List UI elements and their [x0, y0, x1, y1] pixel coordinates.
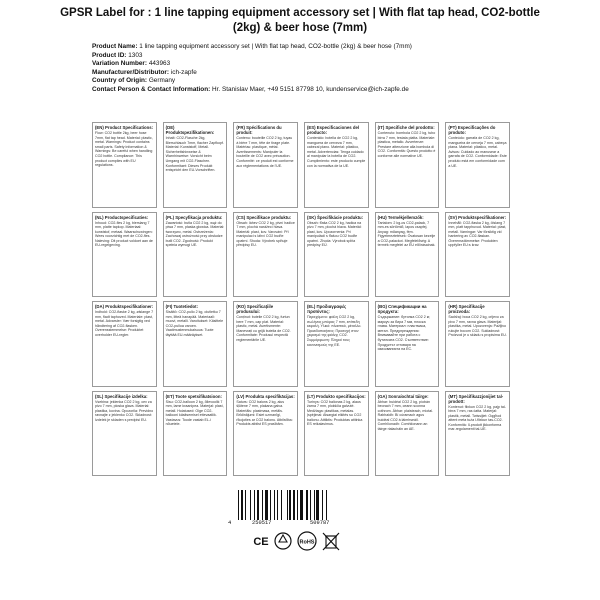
meta-row-manufacturer [92, 69, 562, 78]
spec-cell [163, 122, 228, 208]
rohs-icon [296, 530, 318, 552]
spec-cell-body: Съдържание: бутилка CO2 2 кг, маркуч за бира 7 мм, плоска глава. Материал: пластмаса, метал. Предупреждения: Внимавайте при работа с бутилката CO2. Съответствие: Продуктът отговаря на изискванията на ЕС. [377, 315, 431, 352]
spec-cell-heading: (EL) Προδιαγραφές προϊόντος: [306, 304, 347, 314]
spec-cell-heading: (MT) Speċifikazzjonijiet tal-prodott: [448, 393, 504, 404]
barcode-bar [262, 490, 263, 520]
meta-key: Product ID: [92, 51, 127, 59]
spec-cell [304, 301, 369, 387]
spec-cell-heading: (ES) Especificaciones del producto: [306, 125, 360, 135]
ean-barcode [228, 490, 358, 530]
spec-cell-heading: (PL) Specyfikacja produktu: [165, 214, 223, 220]
spec-cell-body: Kontenut: flixkun CO2 2 kg, pajp tal-birra 7 mm, ras ċatta. Materjal: plastik, metall. Twissijiet: Oqgħod attent meta tuża l-flixkun tas-CO2. Konformità: Il-prodott jikkonforma mar-regolamenti tal-UE. [448, 404, 506, 432]
spec-cell-heading: (NL) Productspecificaties: [95, 214, 149, 220]
spec-cell [445, 391, 510, 477]
spec-cell-body: Saturs: CO2 balons 2 kg, alus šļūtene 7 mm, plakana galva. Materiāls: plastmasa, metāls. Brīdinājumi: Esiet uzmanīgi, rīkojoties ar CO2 balonu. Atbilstība: Produkts atbilst ES prasībām. [236, 399, 293, 427]
spec-cell [304, 212, 369, 298]
spec-cell-body: Inhoud: CO2-fles 2 kg, bierslang 7 mm, platte tapkop. Materiaal: kunststof, metaal. Waarschuwingen: Wees voorzichtig met de CO2-fles. Naleving: Dit product voldoet aan de EU-regelgeving. [95, 220, 153, 248]
barcode-bar [277, 490, 278, 520]
spec-cell-heading: (GA) Sonraíochtaí táirge: [377, 393, 429, 399]
spec-cell-body: Περιεχόμενο: φιάλη CO2 2 kg, σωλήνας μπύρας 7 mm, επίπεδη κεφαλή. Υλικό: πλαστικό, μέταλλο. Προειδοποιήσεις: Προσοχή στον χειρισμό της φιάλης CO2. Συμμόρφωση: Πληροί τους κανονισμούς της ΕΕ. [306, 315, 362, 347]
spec-cell-body: Vsebina: jeklenka CO2 2 kg, cev za pivo 7 mm, ploska glava. Material: plastika, kovina. Opozorila: Previdno ravnajte z jeklenko CO2. Skladnost: Izdelek je skladen s predpisi EU. [95, 399, 154, 422]
spec-cell-heading: (SK) Špecifikácie produktu: [306, 214, 364, 220]
barcode-lead-digit: 4 [228, 520, 232, 526]
spec-cell [375, 301, 440, 387]
spec-cell-heading: (LV) Produkta specifikācijas: [236, 393, 295, 399]
ce-mark-icon [250, 530, 272, 552]
spec-cell-heading: (FI) Tuotetiedot: [165, 304, 199, 309]
spec-cell-heading: (ET) Toote spetsifikatsioon: [165, 393, 222, 399]
barcode-bar [293, 490, 295, 520]
meta-value: Hr. Stanislav Maer, +49 5151 87798 10, kundenservice@ich-zapfe.de [212, 85, 409, 93]
spec-cell-heading: (BG) Спецификации на продукта: [377, 304, 427, 314]
spec-cell-heading: (HU) Termékjellemzők: [377, 214, 424, 220]
page-title: GPSR Label for : 1 line tapping equipment accessory set | With flat tap head, CO2-bottle (2kg) & beer hose (7mm) [60, 7, 540, 34]
barcode-bar [254, 490, 255, 520]
spec-cell-body: Contenido: botella de CO2 2 kg, manguera de cerveza 7 mm, cabezal plano. Material: plástico, metal. Advertencias: Tenga cuidado al manipular la botella de CO2. Cumplimiento: este producto cumple con la normativa de la UE. [306, 136, 366, 168]
spec-cell [92, 391, 157, 477]
specification-grid [92, 122, 510, 476]
barcode-left-group: 250517 [252, 520, 272, 526]
meta-value: 1303 [128, 51, 143, 59]
spec-cell [375, 391, 440, 477]
spec-cell [375, 122, 440, 208]
spec-cell [233, 391, 298, 477]
barcode-bar [316, 490, 319, 520]
barcode-bar [257, 490, 259, 520]
spec-cell [163, 301, 228, 387]
spec-cell [233, 301, 298, 387]
meta-value: 443963 [148, 60, 171, 68]
meta-key: Manufacturer/Distributor: [92, 68, 170, 76]
spec-cell-heading: (DE) Produktspezifikationen: [165, 125, 215, 135]
spec-cell [92, 301, 157, 387]
spec-cell-body: Contenu: bouteille CO2 2 kg, tuyau à bière 7 mm, tête de tirage plate. Matériau: plastique, métal. Avertissements: Manipuler la bouteille de CO2 avec précaution. Conformité: ce produit est conforme aux réglementations de l'UE. [236, 136, 294, 168]
weee-bin-icon [320, 530, 342, 552]
barcode-bar [274, 490, 275, 520]
spec-cell-body: Innehåll: CO2-flaska 2 kg, ölslang 7 mm, platt tapphuvud. Material: plast, metall. Varningar: Var försiktig vid hantering av CO2-flaskan. Överensstämmelse: Produkten uppfyller EU:s krav. [448, 220, 507, 248]
spec-cell-body: Conteúdo: garrafa de CO2 2 kg, mangueira de cerveja 7 mm, cabeça plana. Material: plástico, metal. Avisos: Cuidado ao manusear a garrafa de CO2. Conformidade: Este produto está em conformidade com a UE. [448, 136, 507, 168]
spec-cell-body: Tartalom: 2 kg-os CO2-palack, 7 mm-es sörtömlő, lapos csapfej. Anyag: műanyag, fém. Figyelmeztetések: Óvatosan kezelje a CO2-palackot. Megfelelőség: A termék megfelel az EU előírásainak. [377, 220, 436, 248]
barcode-bar [241, 490, 243, 520]
barcode-bar [238, 490, 239, 520]
spec-cell-body: Conținut: butelie CO2 2 kg, furtun bere 7 mm, cap plat. Material: plastic, metal. Avertismente: Manevrați cu grijă butelia de CO2. Conformitate: Produsul respectă reglementările UE. [236, 315, 291, 342]
spec-cell [445, 212, 510, 298]
spec-cell-heading: (EN) Product Specifications: [95, 125, 154, 130]
spec-cell-heading: (LT) Produkto specifikacijos: [306, 393, 366, 399]
spec-cell-heading: (DA) Produktspecifikationer: [95, 304, 154, 309]
spec-cell-body: Sisältö: CO2-pullo 2 kg, olutletku 7 mm, litteä hanapää. Materiaali: muovi, metalli. Varoitukset: Käsittele CO2-pulloa varoen. Vaatimustenmukaisuus: Tuote täyttää EU-määräykset. [165, 310, 224, 337]
spec-cell [163, 212, 228, 298]
spec-cell [233, 122, 298, 208]
recycling-icon [272, 530, 294, 552]
spec-cell-body: Contenuto: bombola CO2 2 kg, tubo birra 7 mm, testata piatta. Materiale: plastica, metallo. Avvertenze: Prestare attenzione alla bombola di CO2. Conformità: Questo prodotto è conforme alle normative UE. [377, 131, 436, 158]
spec-cell-body: Obsah: láhev CO2 2 kg, pivní hadice 7 mm, plochá narážecí hlava. Materiál: plast, kov. Varování: Při manipulaci s láhví CO2 buďte opatrní. Shoda: Výrobek splňuje předpisy EU. [236, 220, 295, 248]
barcode-bar [306, 490, 308, 520]
spec-cell-heading: (CS) Specifikace produktu: [236, 214, 292, 220]
barcode-bar [265, 490, 268, 520]
meta-value: Germany [148, 77, 176, 85]
spec-cell [445, 301, 510, 387]
barcode-bar [270, 490, 271, 520]
spec-cell-body: Inhalt: CO2-Flasche 2kg, Bierschlauch 7mm, flacher Zapfkopf. Material: Kunststoff, Metall. Sicherheitshinweise & Warnhinweise: Vorsicht beim Umgang mit CO2-Flaschen. Konformitaet: Dieses Produkt entspricht den EU-Vorschriften. [165, 136, 224, 173]
spec-cell-body: Flow: CO2 bottle 2kg, beer hose 7mm, flat tap head. Material: plastic, metal. Warnings: Product contains small parts. Safety information & Warnings: Be careful when handling CO2 bottle. Compliance: This product complies with EU regulations. [95, 131, 153, 168]
spec-cell [304, 122, 369, 208]
rohs-label: RoHS [299, 539, 315, 546]
barcode-bar [287, 490, 288, 520]
spec-cell [304, 391, 369, 477]
spec-cell [375, 212, 440, 298]
spec-cell-body: Zawartość: butla CO2 2 kg, wąż do piwa 7 mm, płaska głowica. Materiał: tworzywo, metal. Ostrzeżenia: Zachowaj ostrożność przy obsłudze butli CO2. Zgodność: Produkt spełnia wymogi UE. [165, 220, 225, 248]
barcode-bar [300, 490, 303, 520]
meta-key: Product Name: [92, 43, 138, 50]
barcode-bar [310, 490, 311, 520]
spec-cell-heading: (HR) Specifikacije proizvoda: [448, 304, 485, 314]
spec-cell [163, 391, 228, 477]
spec-cell [445, 122, 510, 208]
spec-cell-heading: (PT) Especificações do produto: [448, 125, 496, 135]
barcode-bar [314, 490, 315, 520]
meta-value: 1 line tapping equipment accessory set | With flat tap head, CO2-bottle (2kg) & beer hose (7mm) [139, 43, 412, 50]
barcode-bar [322, 490, 323, 520]
spec-cell-heading: (RO) Specificațiile produsului: [236, 304, 274, 314]
barcode-bar [245, 490, 246, 520]
meta-row-contact [92, 86, 562, 95]
barcode-bars [238, 490, 353, 520]
barcode-bar [250, 490, 251, 520]
meta-value: ich-zapfe [170, 68, 197, 76]
barcode-bar [289, 490, 291, 520]
barcode-right-group: 509787 [310, 520, 330, 526]
spec-cell-heading: (FR) Spécifications du produit: [236, 125, 282, 135]
meta-key: Country of Origin: [92, 77, 148, 85]
spec-cell-body: Ábhar: buidéal CO2 2 kg, píobán beorach 7 mm, ceann sconna cothrom. Ábhar: plaisteach, miotal. Rabhaidh: Bí cúramach agus buidéal CO2 á láimhseáil. Comhlíonadh: Comhlíonann an táirge rialacháin an AE. [377, 399, 433, 432]
meta-row-product-id [92, 52, 562, 61]
meta-key: Contact Person & Contact Information: [92, 85, 211, 93]
product-meta-block [92, 43, 562, 95]
spec-cell-body: Indhold: CO2-flaske 2 kg, ølslange 7 mm, fladt taphoved. Materiale: plast, metal. Advarsler: Vær forsigtig ved håndtering af CO2-flasken. Overensstemmelse: Produktet overholder EU-regler. [95, 310, 154, 337]
meta-row-variation-number [92, 60, 562, 69]
meta-row-country [92, 77, 562, 86]
spec-cell-heading: (SL) Specifikacije izdelka: [95, 393, 148, 399]
spec-cell [92, 212, 157, 298]
meta-row-product-name [92, 43, 562, 52]
spec-cell-body: Sisu: CO2-balloon 2 kg, õllevoolik 7 mm, lame kraanipea. Materjal: plast, metall. Hoiatused: Olge CO2-ballooni käsitsemisel ettevaatlik. Vastavus: Toode vastab EL-i nõuetele. [165, 399, 224, 427]
barcode-bar [326, 490, 327, 520]
barcode-bar [297, 490, 298, 520]
spec-cell [233, 212, 298, 298]
barcode-bar [281, 490, 282, 520]
spec-cell [92, 122, 157, 208]
spec-cell-body: Turinys: CO2 balionas 2 kg, alaus žarna 7 mm, plokščia galvutė. Medžiaga: plastikas, metalas. Įspėjimai: Atsargiai elkitės su CO2 balionu. Atitiktis: Produktas atitinka ES reikalavimus. [306, 399, 363, 427]
spec-cell-heading: (IT) Specifiche del prodotto: [377, 125, 435, 130]
ce-mark-label: CE [253, 536, 269, 548]
spec-cell-heading: (SV) Produktspecifikationer: [448, 214, 507, 220]
spec-cell-body: Sadržaj: boca CO2 2 kg, crijevo za pivo 7 mm, ravna glava. Materijal: plastika, metal. Upozorenja: Pažljivo rukujte bocom CO2. Sukladnost: Proizvod je u skladu s propisima EU. [448, 315, 507, 338]
meta-key: Variation Number: [92, 60, 148, 68]
spec-cell-body: Obsah: fľaša CO2 2 kg, hadica na pivo 7 mm, plochá hlava. Materiál: plast, kov. Upozornenia: Pri manipulácii s fľašou CO2 buďte opatrní. Zhoda: Výrobok spĺňa predpisy EÚ. [306, 220, 362, 248]
